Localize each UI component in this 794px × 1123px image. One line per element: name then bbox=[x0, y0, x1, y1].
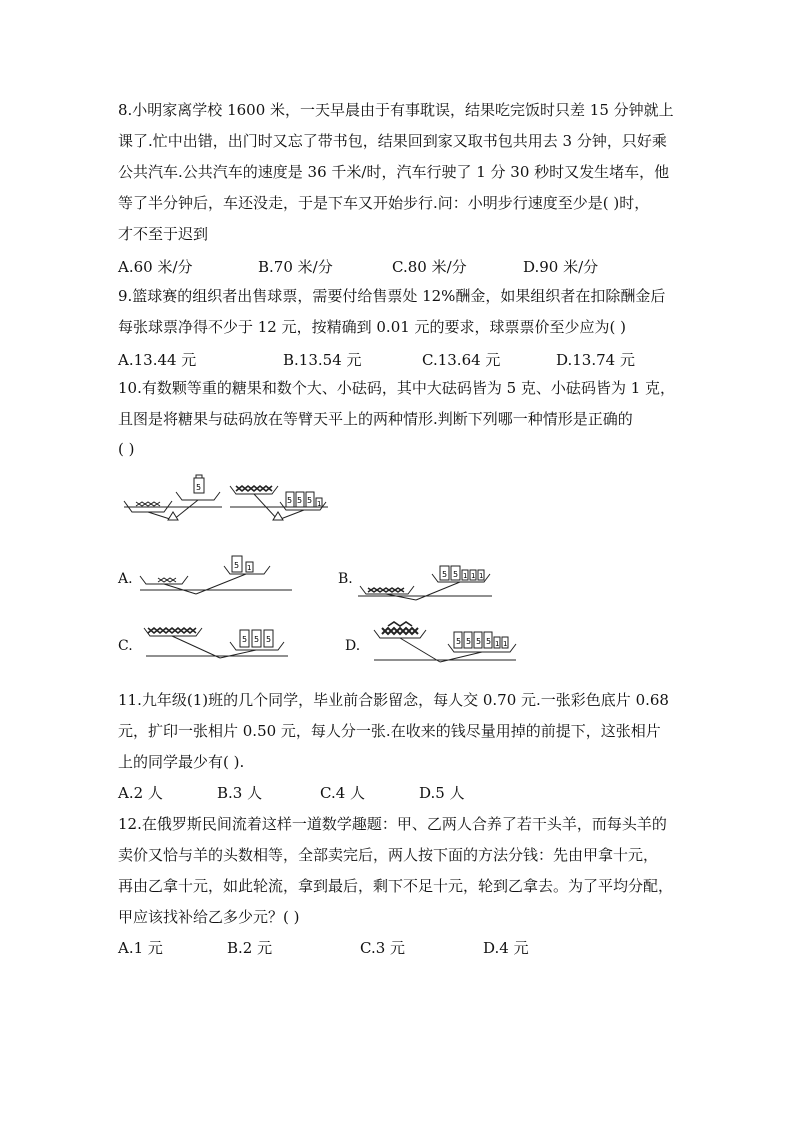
q8-line-2: 课了.忙中出错，出门时又忘了带书包，结果回到家又取书包共用去 3 分钟，只好乘 bbox=[118, 132, 667, 150]
q11-line-2: 元，扩印一张相片 0.50 元，每人分一张.在收来的钱尽量用掉的前提下，这张相片 bbox=[118, 722, 661, 740]
q10-option-a-label: A. bbox=[118, 571, 133, 587]
option-d-balance bbox=[370, 620, 520, 664]
q12-option-a: A.1 元 bbox=[118, 939, 163, 957]
d-weight-5-c: 5 bbox=[476, 637, 482, 646]
d-weight-1-b: 1 bbox=[503, 640, 508, 648]
d-weight-5-b: 5 bbox=[466, 637, 472, 646]
q12-line-1: 12.在俄罗斯民间流着这样一道数学趣题：甲、乙两人合养了若干头羊，而每头羊的 bbox=[118, 815, 667, 833]
q12-option-b: B.2 元 bbox=[227, 939, 273, 957]
q12-option-c: C.3 元 bbox=[360, 939, 406, 957]
a-weight-1: 1 bbox=[247, 564, 252, 572]
q9-option-c: C.13.64 元 bbox=[422, 351, 501, 369]
q10-option-b-label: B. bbox=[338, 571, 353, 587]
b-weight-5-b: 5 bbox=[453, 570, 459, 579]
option-a-balance bbox=[136, 552, 296, 596]
d-weight-5-d: 5 bbox=[486, 637, 492, 646]
q9-option-a: A.13.44 元 bbox=[118, 351, 197, 369]
q8-line-1: 8.小明家离学校 1600 米，一天早晨由于有事耽误，结果吃完饭时只差 15 分钟就上 bbox=[118, 101, 674, 119]
b-weight-5-a: 5 bbox=[442, 570, 448, 579]
q9-line-1: 9.篮球赛的组织者出售球票，需要付给售票处 12%酬金，如果组织者在扣除酬金后 bbox=[118, 287, 666, 305]
q10-line-3: ( ) bbox=[118, 440, 135, 458]
q9-option-d: D.13.74 元 bbox=[556, 351, 635, 369]
q9-line-2: 每张球票净得不少于 12 元，按精确到 0.01 元的要求，球票票价至少应为( ) bbox=[118, 318, 627, 336]
q10-option-c-label: C. bbox=[118, 638, 133, 654]
q11-option-c: C.4 人 bbox=[320, 784, 366, 802]
q12-line-3: 再由乙拿十元，如此轮流，拿到最后，剩下不足十元，轮到乙拿去。为了平均分配， bbox=[118, 877, 674, 895]
q8-option-b: B.70 米/分 bbox=[258, 258, 333, 276]
option-c-balance bbox=[140, 622, 292, 660]
q11-line-3: 上的同学最少有( ). bbox=[118, 753, 245, 771]
q11-line-1: 11.九年级(1)班的几个同学，毕业前合影留念，每人交 0.70 元.一张彩色底片 0.68 bbox=[118, 691, 669, 709]
given-weight-5-b: 5 bbox=[287, 496, 293, 505]
given-balance-figure bbox=[118, 466, 330, 522]
c-weight-5-a: 5 bbox=[242, 635, 248, 644]
q11-option-d: D.5 人 bbox=[419, 784, 465, 802]
a-weight-5: 5 bbox=[234, 561, 240, 570]
d-weight-1-a: 1 bbox=[495, 640, 500, 648]
b-weight-1-a: 1 bbox=[463, 572, 468, 580]
q9-option-b: B.13.54 元 bbox=[283, 351, 362, 369]
b-weight-1-b: 1 bbox=[471, 572, 476, 580]
q10-option-d-label: D. bbox=[345, 638, 361, 654]
q8-line-4: 等了半分钟后，车还没走，于是下车又开始步行.问：小明步行速度至少是( )时， bbox=[118, 194, 650, 212]
q12-line-2: 卖价又恰与羊的头数相等，全部卖完后，两人按下面的方法分钱：先由甲拿十元， bbox=[118, 846, 659, 864]
b-weight-1-c: 1 bbox=[479, 572, 484, 580]
q8-line-3: 公共汽车.公共汽车的速度是 36 千米/时，汽车行驶了 1 分 30 秒时又发生堵车，他 bbox=[118, 163, 670, 181]
q12-option-d: D.4 元 bbox=[483, 939, 529, 957]
d-weight-5-a: 5 bbox=[456, 637, 462, 646]
given-weight-1-a: 1 bbox=[317, 500, 322, 508]
q10-line-2: 且图是将糖果与砝码放在等臂天平上的两种情形.判断下列哪一种情形是正确的 bbox=[118, 410, 633, 428]
q11-option-a: A.2 人 bbox=[118, 784, 163, 802]
given-weight-5-d: 5 bbox=[307, 496, 313, 505]
given-weight-5-c: 5 bbox=[297, 496, 303, 505]
q12-line-4: 甲应该找补给乙多少元？( ) bbox=[118, 908, 300, 926]
q11-option-b: B.3 人 bbox=[217, 784, 263, 802]
option-b-balance bbox=[356, 556, 496, 602]
q8-option-c: C.80 米/分 bbox=[392, 258, 467, 276]
c-weight-5-b: 5 bbox=[254, 635, 260, 644]
q8-option-d: D.90 米/分 bbox=[523, 258, 599, 276]
given-weight-5-a: 5 bbox=[196, 483, 202, 492]
c-weight-5-c: 5 bbox=[266, 635, 272, 644]
q10-line-1: 10.有数颗等重的糖果和数个大、小砝码，其中大砝码皆为 5 克、小砝码皆为 1 克， bbox=[118, 379, 676, 397]
q8-line-5: 才不至于迟到 bbox=[118, 225, 209, 243]
q8-option-a: A.60 米/分 bbox=[118, 258, 193, 276]
